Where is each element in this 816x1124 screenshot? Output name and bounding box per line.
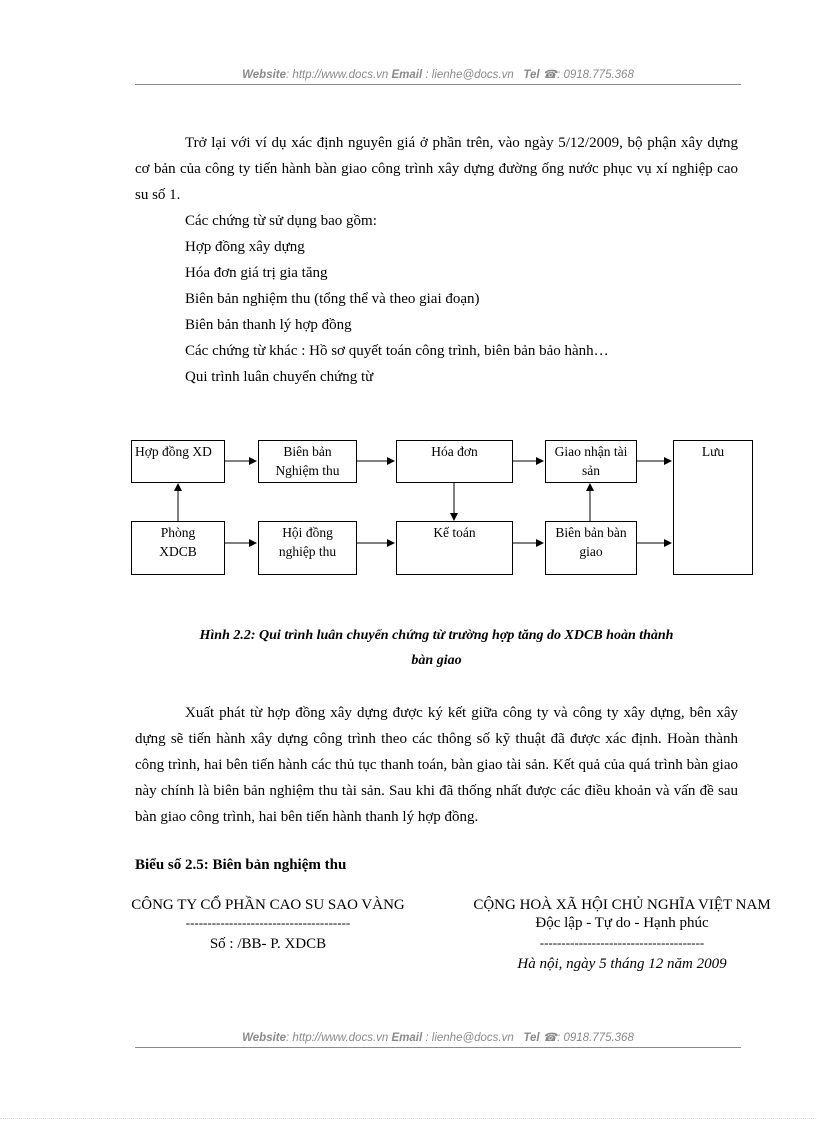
phone-icon: ☎: [542, 1032, 558, 1044]
paragraph-intro: Trở lại với ví dụ xác định nguyên giá ở phần trên, vào ngày 5/12/2009, bộ phận xây dựng cơ bản của công ty tiến hành bàn giao công trình xây dựng đường ống nước phục vụ xí nghiệp cao su số 1.: [135, 135, 738, 203]
box-label: Nghiệm thu: [275, 463, 340, 478]
tel-value: : 0918.775.368: [557, 69, 634, 81]
email-value: : lienhe@docs.vn: [422, 1032, 514, 1044]
box-label: Biên bản bàn: [555, 525, 627, 540]
box-hoa-don: [396, 440, 513, 483]
box-label: giao: [579, 544, 603, 559]
box-label: Phòng: [160, 525, 196, 540]
list-item: Biên bản thanh lý hợp đồng: [185, 317, 352, 333]
box-ke-toan: [396, 521, 513, 575]
paragraph-body: Xuất phát từ hợp đồng xây dựng được ký kết giữa công ty và công ty xây dựng, bên xây dựng sẽ tiến hành xây dựng công trình theo các thông số kỹ thuật đã được xác định. Hoàn thành công trình, hai bên tiến hành các thủ tục thanh toán, bàn giao tài sản. Kết quả của quá trình bàn giao này chính là biên bản nghiệm thu tài sản. Sau khi đã thống nhất được các điều khoản và vấn đề sau bàn giao công trình, hai bên tiến hành thanh lý hợp đồng.: [135, 705, 738, 825]
tel-label: Tel: [523, 1032, 540, 1044]
list-item: Hợp đồng xây dựng: [185, 239, 305, 255]
box-label: XDCB: [159, 544, 197, 559]
box-label: Giao nhận tài: [554, 444, 628, 459]
figure-caption: Hình 2.2: Qui trình luân chuyển chứng từ trường hợp tăng do XDCB hoàn thành: [199, 628, 674, 643]
box-hoi-dong: [258, 521, 357, 575]
box-hop-dong: [131, 440, 225, 483]
email-label: Email: [391, 1032, 423, 1044]
list-item: Hóa đơn giá trị gia tăng: [185, 265, 328, 281]
page-footer: [135, 1030, 741, 1048]
website-value: : http://www.docs.vn: [286, 69, 389, 81]
date-line: Hà nội, ngày 5 tháng 12 năm 2009: [517, 956, 727, 972]
box-luu: [673, 440, 753, 575]
box-giao-nhan: [545, 440, 637, 483]
email-label: Email: [391, 69, 423, 81]
email-value: : lienhe@docs.vn: [422, 69, 514, 81]
box-label: nghiệp thu: [278, 544, 337, 559]
website-label: Website: [242, 1032, 287, 1044]
list-item: Qui trình luân chuyển chứng từ: [185, 369, 374, 385]
box-label: Kế toán: [433, 525, 476, 540]
list-item: Các chứng từ sử dụng bao gồm:: [185, 213, 377, 229]
list-item: Các chứng từ khác : Hồ sơ quyết toán công trình, biên bản bảo hành…: [185, 343, 609, 359]
box-phong-xdcb: [131, 521, 225, 575]
box-label: sản: [582, 463, 600, 478]
box-bien-ban-nghiem-thu: [258, 440, 357, 483]
website-value: : http://www.docs.vn: [286, 1032, 389, 1044]
box-label: Hóa đơn: [431, 444, 478, 459]
list-item: Biên bản nghiệm thu (tổng thể và theo giai đoạn): [185, 291, 480, 307]
republic-title: CỘNG HOÀ XÃ HỘI CHỦ NGHĨA VIỆT NAM: [473, 897, 771, 913]
motto: Độc lập - Tự do - Hạnh phúc: [535, 915, 709, 931]
tel-label: Tel: [523, 69, 540, 81]
website-label: Website: [242, 69, 287, 81]
box-bien-ban-ban-giao: [545, 521, 637, 575]
page-edge: [0, 1118, 816, 1124]
document-number: Số : /BB- P. XDCB: [209, 936, 327, 952]
box-label: Hợp đồng XD: [135, 444, 212, 459]
box-label: Lưu: [701, 444, 725, 459]
tel-value: : 0918.775.368: [557, 1032, 634, 1044]
figure-caption-cont: bàn giao: [411, 653, 462, 668]
table-title: Biểu số 2.5: Biên bản nghiệm thu: [135, 857, 347, 873]
divider: --------------------------------------: [539, 935, 705, 950]
company-name: CÔNG TY CỔ PHẦN CAO SU SAO VÀNG: [131, 897, 405, 913]
box-label: Biên bản: [283, 444, 332, 459]
phone-icon: ☎: [542, 69, 558, 81]
divider: --------------------------------------: [185, 915, 351, 930]
box-label: Hội đồng: [282, 525, 333, 540]
